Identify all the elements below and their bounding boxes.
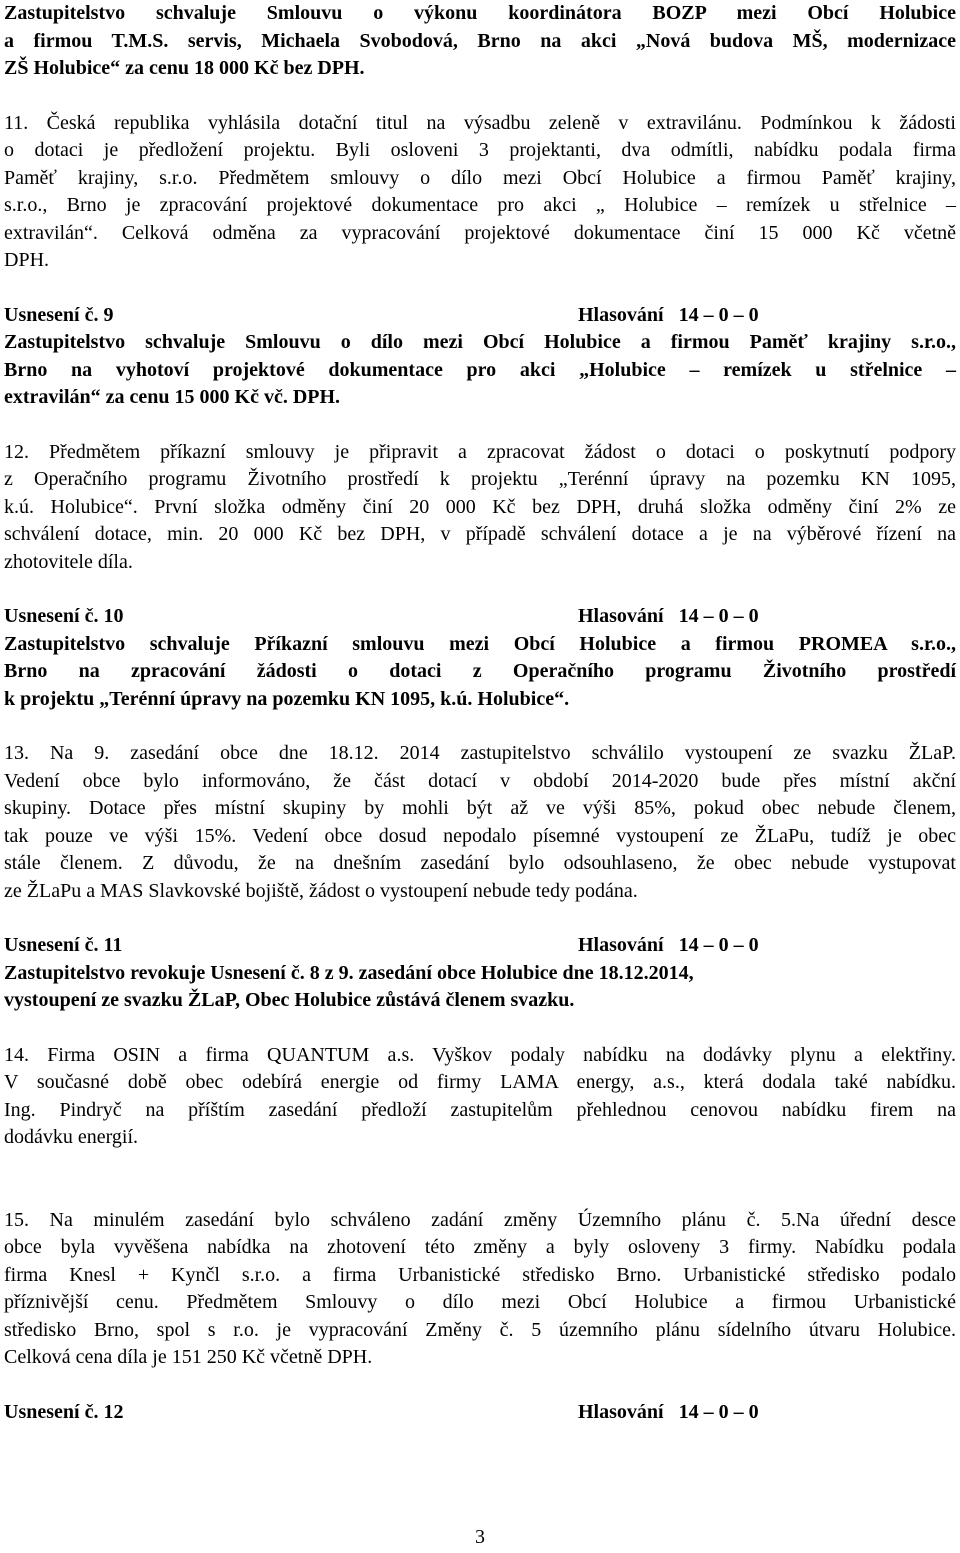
text-line: středisko Brno, spol s r.o. je vypracování Změny č. 5 územního plánu sídelního útvaru Holubice. (4, 1318, 956, 1341)
resolution-text-block (4, 0, 956, 83)
text-line: Celková cena díla je 151 250 Kč včetně DPH. (4, 1346, 373, 1368)
text-line: dodávku energií. (4, 1126, 139, 1148)
text-line: k.ú. Holubice“. První složka odměny činí 20 000 Kč bez DPH, druhá složka odměny činí 2% ze (4, 495, 956, 518)
vote-result: Hlasování 14 – 0 – 0 (578, 934, 759, 956)
text-line: o dotaci je předložení projektu. Byli osloveni 3 projektanti, dva odmítli, nabídku podala firma (4, 139, 956, 161)
text-line: ze ŽLaPu a MAS Slavkovské bojiště, žádost o vystoupení nebude tedy podána. (4, 879, 638, 902)
resolution-label: Usnesení č. 9 (4, 303, 114, 326)
resolution-11 (4, 932, 956, 1015)
resolution-header (4, 1399, 956, 1427)
text-line: tak pouze ve výši 15%. Vedení obce dosud nepodalo písemné vystoupení ze ŽLaPu, tudíž je obec (4, 824, 956, 847)
text-line: stále členem. Z důvodu, že na dnešním zasedání bylo odsouhlaseno, že obec nebude vystupovat (4, 852, 956, 874)
text-line: Zastupitelstvo schvaluje Příkazní smlouvu mezi Obcí Holubice a firmou PROMEA s.r.o., (4, 632, 956, 655)
resolution-10 (4, 603, 956, 713)
agenda-item-12 (4, 439, 956, 577)
text-line: extravilán“ za cenu 15 000 Kč vč. DPH. (4, 386, 341, 408)
text-line: Brno na vyhotoví projektové dokumentace pro akci „Holubice – remízek u střelnice – (4, 358, 956, 381)
text-line: Vedení obce bylo informováno, že část dotací v období 2014-2020 bude přes místní akční (4, 769, 956, 792)
agenda-item-14 (4, 1042, 956, 1152)
resolution-header (4, 603, 956, 631)
resolution-header (4, 302, 956, 330)
text-line: obce byla vyvěšena nabídka na zhotovení této změny a byly osloveny 3 firmy. Nabídku podala (4, 1236, 956, 1258)
text-line: schválení dotace, min. 20 000 Kč bez DPH, v případě schválení dotace a je na výběrové řízení na (4, 523, 956, 545)
text-line: V současné době obec odebírá energie od firmy LAMA energy, a.s., která dodala také nabídku. (4, 1071, 956, 1093)
text-line: 15. Na minulém zasedání bylo schváleno zadání změny Územního plánu č. 5.Na úřední desce (4, 1208, 956, 1231)
resolution-header (4, 932, 956, 960)
text-line: vystoupení ze svazku ŽLaP, Obec Holubice zůstává členem svazku. (4, 989, 575, 1011)
resolution-12 (4, 1399, 956, 1427)
page-number: 3 (475, 1526, 485, 1548)
text-line: DPH. (4, 249, 50, 271)
vote-result: Hlasování 14 – 0 – 0 (578, 303, 759, 326)
text-line: extravilán“. Celková odměna za vypracování projektové dokumentace činí 15 000 Kč včetně (4, 221, 956, 244)
resolution-label: Usnesení č. 11 (4, 934, 123, 956)
text-line: Brno na zpracování žádosti o dotaci z Operačního programu Životního prostředí (4, 660, 956, 682)
agenda-item-13 (4, 740, 956, 905)
text-line: příznivější cenu. Předmětem Smlouvy o dílo mezi Obcí Holubice a firmou Urbanistické (4, 1291, 956, 1313)
agenda-item-15 (4, 1207, 956, 1372)
text-line: firma Knesl + Kynčl s.r.o. a firma Urbanistické středisko Brno. Urbanistické středisko podalo (4, 1263, 956, 1286)
text-line: a firmou T.M.S. servis, Michaela Svobodová, Brno na akci „Nová budova MŠ, modernizace (4, 29, 956, 52)
text-line: 12. Předmětem příkazní smlouvy je připravit a zpracovat žádost o dotaci o poskytnutí podpory (4, 440, 956, 463)
resolution-9 (4, 302, 956, 412)
vote-result: Hlasování 14 – 0 – 0 (578, 605, 759, 627)
text-line: Zastupitelstvo revokuje Usnesení č. 8 z 9. zasedání obce Holubice dne 18.12.2014, (4, 961, 694, 984)
text-line: skupiny. Dotace přes místní skupiny by mohli být až ve výši 85%, pokud obec nebude členem, (4, 797, 956, 819)
resolution-label: Usnesení č. 10 (4, 605, 124, 627)
text-line: Paměť krajiny, s.r.o. Předmětem smlouvy o dílo mezi Obcí Holubice a firmou Paměť krajiny, (4, 166, 956, 189)
text-line: 11. Česká republika vyhlásila dotační titul na výsadbu zeleně v extravilánu. Podmínkou k žádosti (4, 111, 956, 134)
text-line: ZŠ Holubice“ za cenu 18 000 Kč bez DPH. (4, 57, 365, 79)
text-line: k projektu „Terénní úpravy na pozemku KN 1095, k.ú. Holubice“. (4, 687, 570, 710)
vote-result: Hlasování 14 – 0 – 0 (578, 1400, 759, 1423)
text-line: 14. Firma OSIN a firma QUANTUM a.s. Vyškov podaly nabídku na dodávky plynu a elektřiny. (4, 1043, 956, 1066)
text-line: Ing. Pindryč na příštím zasedání předloží zastupitelům přehlednou cenovou nabídku firem na (4, 1098, 956, 1121)
text-line: Zastupitelstvo schvaluje Smlouvu o výkonu koordinátora BOZP mezi Obcí Holubice (4, 2, 956, 24)
text-line: 13. Na 9. zasedání obce dne 18.12. 2014 zastupitelstvo schválilo vystoupení ze svazku ŽLaP. (4, 742, 956, 764)
agenda-item-11 (4, 110, 956, 275)
text-line: s.r.o., Brno je zpracování projektové dokumentace pro akci „ Holubice – remízek u střelnice – (4, 194, 956, 216)
text-line: z Operačního programu Životního prostředí k projektu „Terénní úpravy na pozemku KN 1095, (4, 468, 956, 490)
resolution-label: Usnesení č. 12 (4, 1400, 124, 1423)
text-line: Zastupitelstvo schvaluje Smlouvu o dílo mezi Obcí Holubice a firmou Paměť krajiny s.r.o., (4, 331, 956, 353)
text-line: zhotovitele díla. (4, 550, 133, 573)
